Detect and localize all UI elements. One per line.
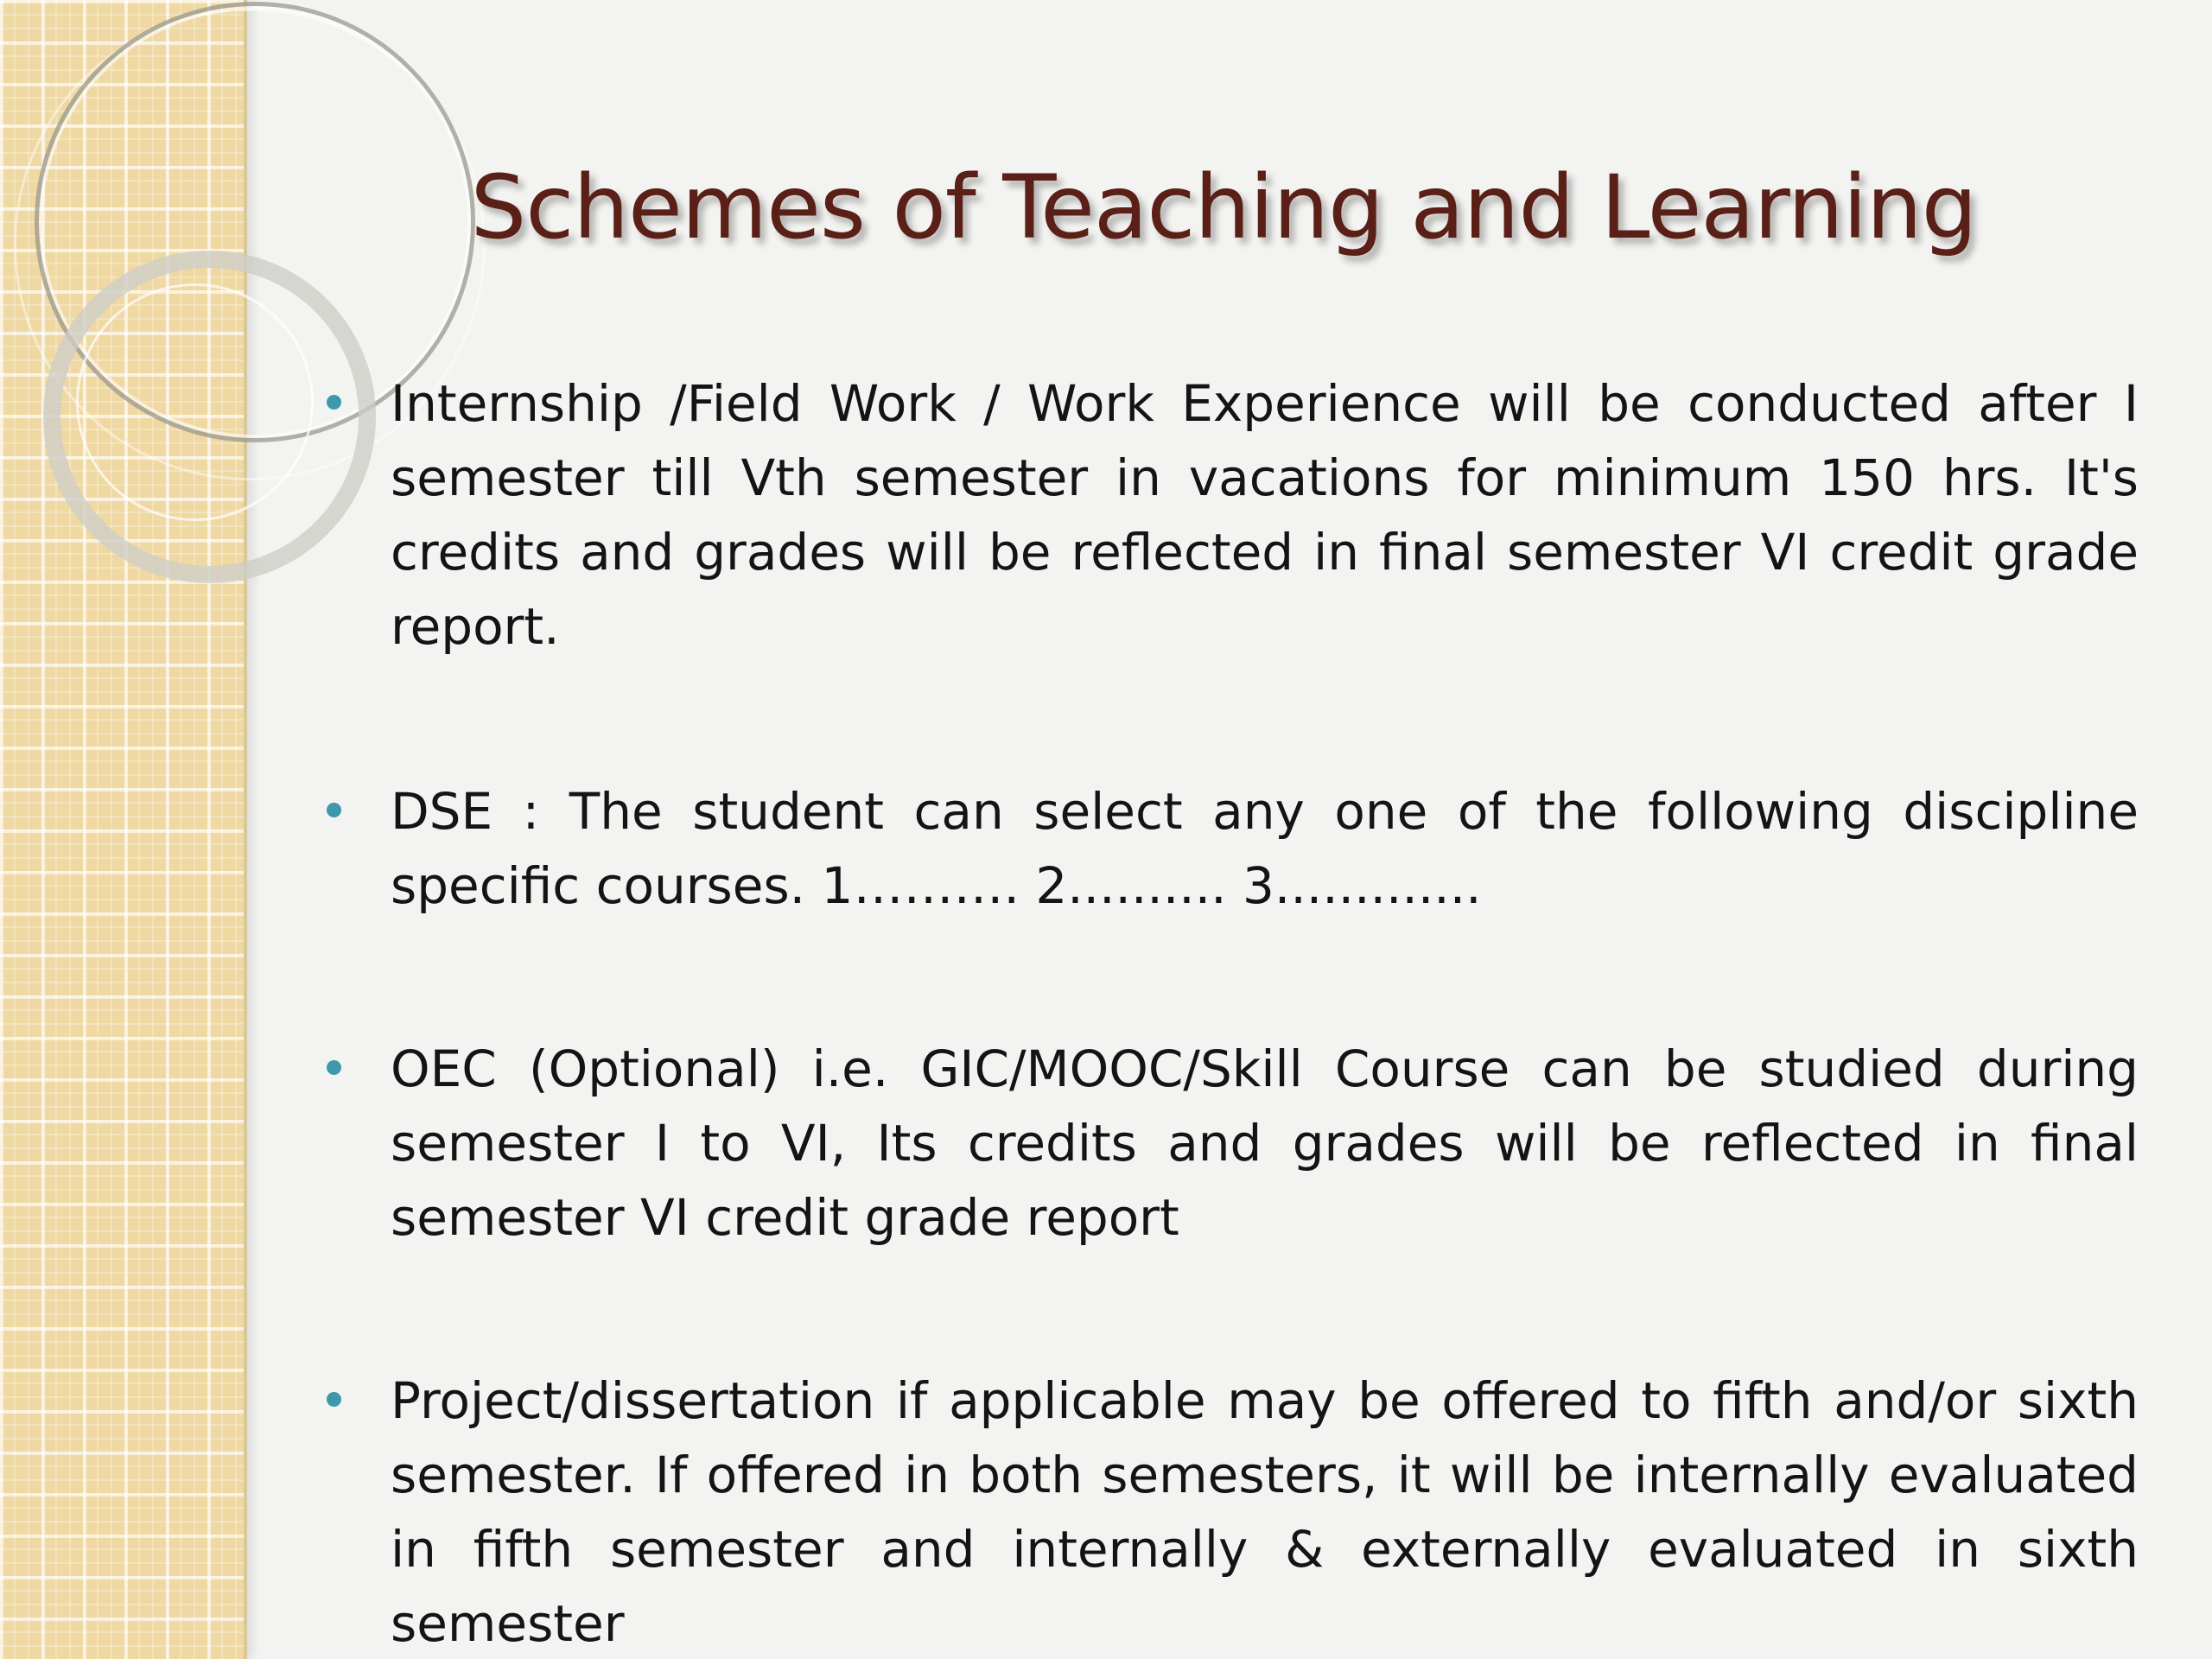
slide-title: Schemes of Teaching and Learning: [470, 156, 1977, 259]
bullet-dse: DSE : The student can select any one of the following discipline specific courses. 1………. 2.......... 3.............: [391, 782, 2139, 915]
bullet-dot-icon: [327, 1392, 341, 1407]
bullet-internship: Internship /Field Work / Work Experience will be conducted after I semester till Vth semester in vacations for minimum 150 hrs. It's credits and grades will be reflected in final semester VI credit grade report.: [391, 374, 2139, 656]
bullet-oec: OEC (Optional) i.e. GIC/MOOC/Skill Course can be studied during semester I to VI, Its credits and grades will be reflected in final semester VI credit grade report: [391, 1039, 2139, 1247]
bullet-dot-icon: [327, 803, 341, 817]
bullet-dot-icon: [327, 395, 341, 410]
bullet-dot-icon: [327, 1060, 341, 1075]
bullet-project: Project/dissertation if applicable may be offered to fifth and/or sixth semester. If offered in both semesters, it will be internally evaluated in fifth semester and internally & externally evaluated in sixth semester: [391, 1371, 2139, 1653]
